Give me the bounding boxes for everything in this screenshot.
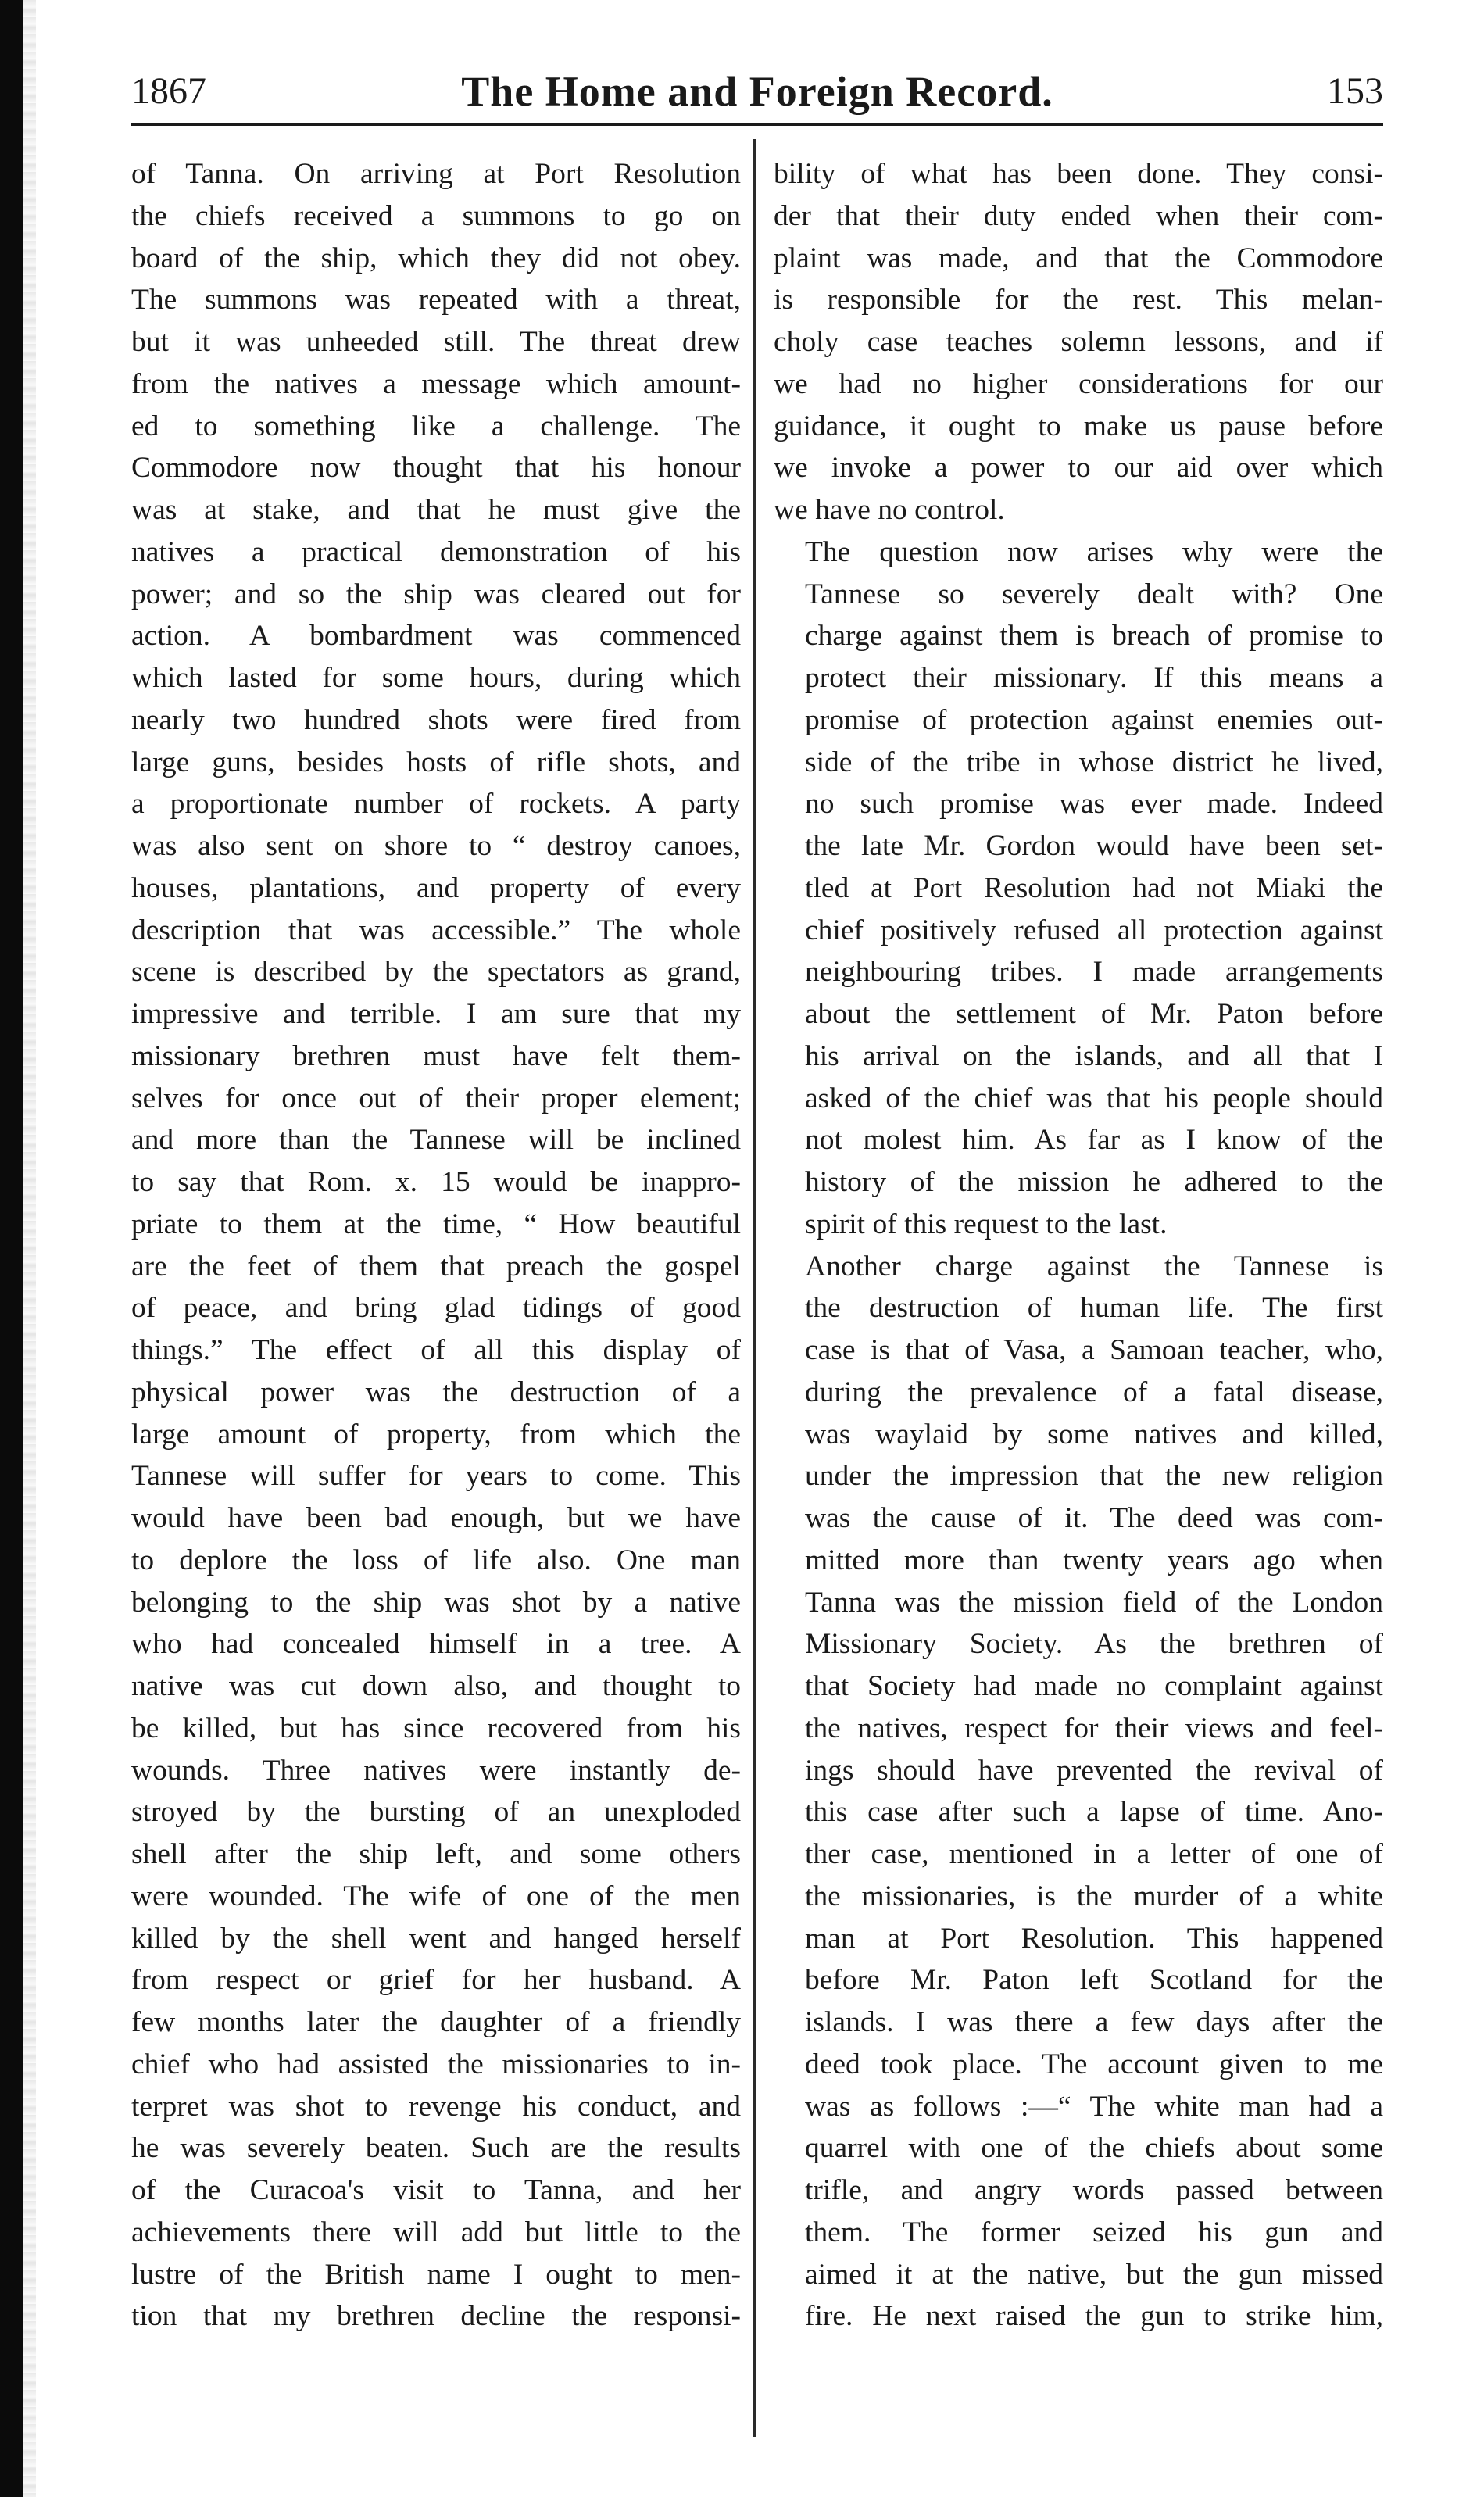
text-line: man at Port Resolution. This happened bbox=[805, 1922, 1383, 1955]
text-line: aimed it at the native, but the gun missed bbox=[805, 2258, 1383, 2291]
text-line: of peace, and bring glad tidings of good bbox=[131, 1292, 741, 1325]
text-line: physical power was the destruction of a bbox=[131, 1375, 741, 1408]
text-line: which lasted for some hours, during which bbox=[131, 662, 741, 694]
text-line: to deplore the loss of life also. One man bbox=[131, 1544, 741, 1576]
text-line: was waylaid by some natives and killed, bbox=[805, 1418, 1383, 1451]
text-line: few months later the daughter of a friendly bbox=[131, 2006, 741, 2038]
text-line: were wounded. The wife of one of the men bbox=[131, 1880, 741, 1912]
text-line: ther case, mentioned in a letter of one of bbox=[805, 1838, 1383, 1870]
text-line: Commodore now thought that his honour bbox=[131, 452, 741, 485]
text-line: the late Mr. Gordon would have been set- bbox=[805, 830, 1383, 862]
text-line: protect their missionary. If this means a bbox=[805, 662, 1383, 694]
page-gutter-shadow bbox=[23, 0, 36, 2497]
text-line: we have no control. bbox=[774, 494, 1005, 526]
text-line: deed took place. The account given to me bbox=[805, 2048, 1383, 2080]
text-line: the chiefs received a summons to go on bbox=[131, 199, 741, 232]
text-line: Tanna was the mission field of the London bbox=[805, 1586, 1383, 1619]
text-line: choly case teaches solemn lessons, and if bbox=[774, 326, 1383, 358]
running-header bbox=[131, 66, 1383, 117]
text-line: is responsible for the rest. This melan- bbox=[774, 284, 1383, 317]
page-number: 153 bbox=[1327, 70, 1383, 112]
text-line: large guns, besides hosts of rifle shots, and bbox=[131, 746, 741, 778]
left-column bbox=[131, 153, 741, 2338]
text-line: a proportionate number of rockets. A party bbox=[131, 788, 741, 821]
running-title: The Home and Foreign Record. bbox=[461, 68, 1053, 115]
text-line: before Mr. Paton left Scotland for the bbox=[805, 1964, 1383, 1997]
text-line: the missionaries, is the murder of a white bbox=[805, 1880, 1383, 1912]
text-line: ings should have prevented the revival of bbox=[805, 1754, 1383, 1787]
text-line: missionary brethren must have felt them- bbox=[131, 1039, 741, 1072]
text-line: lustre of the British name I ought to men- bbox=[131, 2258, 741, 2291]
text-line: promise of protection against enemies out- bbox=[805, 703, 1383, 736]
text-line: side of the tribe in whose district he lived, bbox=[805, 746, 1383, 778]
text-line: power; and so the ship was cleared out for bbox=[131, 578, 741, 610]
text-line: nearly two hundred shots were fired from bbox=[131, 703, 741, 736]
page-year: 1867 bbox=[131, 70, 206, 112]
text-line: plaint was made, and that the Commodore bbox=[774, 241, 1383, 274]
text-line: priate to them at the time, “ How beautiful bbox=[131, 1207, 741, 1240]
text-line: be killed, but has since recovered from his bbox=[131, 1712, 741, 1744]
text-line: asked of the chief was that his people should bbox=[805, 1082, 1383, 1114]
text-line: terpret was shot to revenge his conduct, and bbox=[131, 2090, 741, 2123]
text-line: charge against them is breach of promise to bbox=[805, 620, 1383, 653]
text-line: are the feet of them that preach the gospel bbox=[131, 1250, 741, 1282]
text-line: wounds. Three natives were instantly de- bbox=[131, 1754, 741, 1787]
text-line: we had no higher considerations for our bbox=[774, 367, 1383, 400]
text-line: from respect or grief for her husband. A bbox=[131, 1964, 741, 1997]
paragraph bbox=[774, 153, 1383, 531]
text-line: of Tanna. On arriving at Port Resolution bbox=[131, 158, 741, 190]
binding-edge bbox=[0, 0, 23, 2497]
right-column bbox=[774, 153, 1383, 2338]
text-line: stroyed by the bursting of an unexploded bbox=[131, 1796, 741, 1829]
text-line: that Society had made no complaint against bbox=[805, 1670, 1383, 1702]
text-line: history of the mission he adhered to the bbox=[805, 1166, 1383, 1198]
text-line: chief who had assisted the missionaries to in- bbox=[131, 2048, 741, 2080]
text-line: was the cause of it. The deed was com- bbox=[805, 1502, 1383, 1534]
text-line: he was severely beaten. Such are the results bbox=[131, 2132, 741, 2165]
text-line: guidance, it ought to make us pause before bbox=[774, 410, 1383, 442]
text-line: description that was accessible.” The whole bbox=[131, 914, 741, 946]
text-line: bility of what has been done. They consi- bbox=[774, 158, 1383, 190]
text-line: them. The former seized his gun and bbox=[805, 2216, 1383, 2248]
text-line: large amount of property, from which the bbox=[131, 1418, 741, 1451]
text-line: during the prevalence of a fatal disease, bbox=[805, 1375, 1383, 1408]
text-line: tled at Port Resolution had not Miaki the bbox=[805, 871, 1383, 904]
text-line: of the Curacoa's visit to Tanna, and her bbox=[131, 2174, 741, 2206]
text-line: things.” The effect of all this display of bbox=[131, 1334, 741, 1366]
text-line: chief positively refused all protection against bbox=[805, 914, 1383, 946]
text-line: killed by the shell went and hanged herself bbox=[131, 1922, 741, 1955]
text-line: the destruction of human life. The first bbox=[805, 1292, 1383, 1325]
text-line: would have been bad enough, but we have bbox=[131, 1502, 741, 1534]
text-line: to say that Rom. x. 15 would be inappro- bbox=[131, 1166, 741, 1198]
text-line: islands. I was there a few days after the bbox=[805, 2006, 1383, 2038]
text-line: Tannese will suffer for years to come. This bbox=[131, 1460, 741, 1493]
text-line: the natives, respect for their views and feel- bbox=[805, 1712, 1383, 1744]
text-line: action. A bombardment was commenced bbox=[131, 620, 741, 653]
text-line: board of the ship, which they did not obey. bbox=[131, 241, 741, 274]
text-line: belonging to the ship was shot by a native bbox=[131, 1586, 741, 1619]
text-line: fire. He next raised the gun to strike him, bbox=[805, 2300, 1383, 2333]
text-line: quarrel with one of the chiefs about some bbox=[805, 2132, 1383, 2165]
text-line: was at stake, and that he must give the bbox=[131, 494, 741, 526]
paragraph bbox=[774, 531, 1383, 1246]
text-line: and more than the Tannese will be inclined bbox=[131, 1124, 741, 1157]
text-line: scene is described by the spectators as grand, bbox=[131, 956, 741, 989]
text-line: spirit of this request to the last. bbox=[805, 1207, 1168, 1240]
text-line: under the impression that the new religion bbox=[805, 1460, 1383, 1493]
text-line: was also sent on shore to “ destroy canoes, bbox=[131, 830, 741, 862]
text-line: we invoke a power to our aid over which bbox=[774, 452, 1383, 485]
paragraph bbox=[131, 153, 741, 2338]
text-line: selves for once out of their proper element; bbox=[131, 1082, 741, 1114]
text-line: houses, plantations, and property of every bbox=[131, 871, 741, 904]
text-line: impressive and terrible. I am sure that my bbox=[131, 998, 741, 1030]
text-line: his arrival on the islands, and all that I bbox=[805, 1039, 1383, 1072]
text-line: who had concealed himself in a tree. A bbox=[131, 1628, 741, 1661]
text-line: trifle, and angry words passed between bbox=[805, 2174, 1383, 2206]
text-line: this case after such a lapse of time. Ano- bbox=[805, 1796, 1383, 1829]
text-line: not molest him. As far as I know of the bbox=[805, 1124, 1383, 1157]
text-line: ed to something like a challenge. The bbox=[131, 410, 741, 442]
text-line: but it was unheeded still. The threat drew bbox=[131, 326, 741, 358]
text-line: Another charge against the Tannese is bbox=[805, 1250, 1383, 1282]
text-line: case is that of Vasa, a Samoan teacher, who, bbox=[805, 1334, 1383, 1366]
text-line: neighbouring tribes. I made arrangements bbox=[805, 956, 1383, 989]
text-line: was as follows :—“ The white man had a bbox=[805, 2090, 1383, 2123]
column-divider bbox=[753, 139, 756, 2437]
text-line: natives a practical demonstration of his bbox=[131, 535, 741, 568]
text-line: der that their duty ended when their com- bbox=[774, 199, 1383, 232]
text-line: achievements there will add but little to the bbox=[131, 2216, 741, 2248]
text-line: native was cut down also, and thought to bbox=[131, 1670, 741, 1702]
header-rule bbox=[131, 123, 1383, 126]
text-line: Tannese so severely dealt with? One bbox=[805, 578, 1383, 610]
text-line: no such promise was ever made. Indeed bbox=[805, 788, 1383, 821]
text-line: Missionary Society. As the brethren of bbox=[805, 1628, 1383, 1661]
text-line: The question now arises why were the bbox=[805, 535, 1383, 568]
text-line: about the settlement of Mr. Paton before bbox=[805, 998, 1383, 1030]
text-line: tion that my brethren decline the responsi- bbox=[131, 2300, 741, 2333]
text-line: shell after the ship left, and some others bbox=[131, 1838, 741, 1870]
text-line: from the natives a message which amount- bbox=[131, 367, 741, 400]
text-line: The summons was repeated with a threat, bbox=[131, 284, 741, 317]
text-line: mitted more than twenty years ago when bbox=[805, 1544, 1383, 1576]
paragraph bbox=[774, 1246, 1383, 2338]
